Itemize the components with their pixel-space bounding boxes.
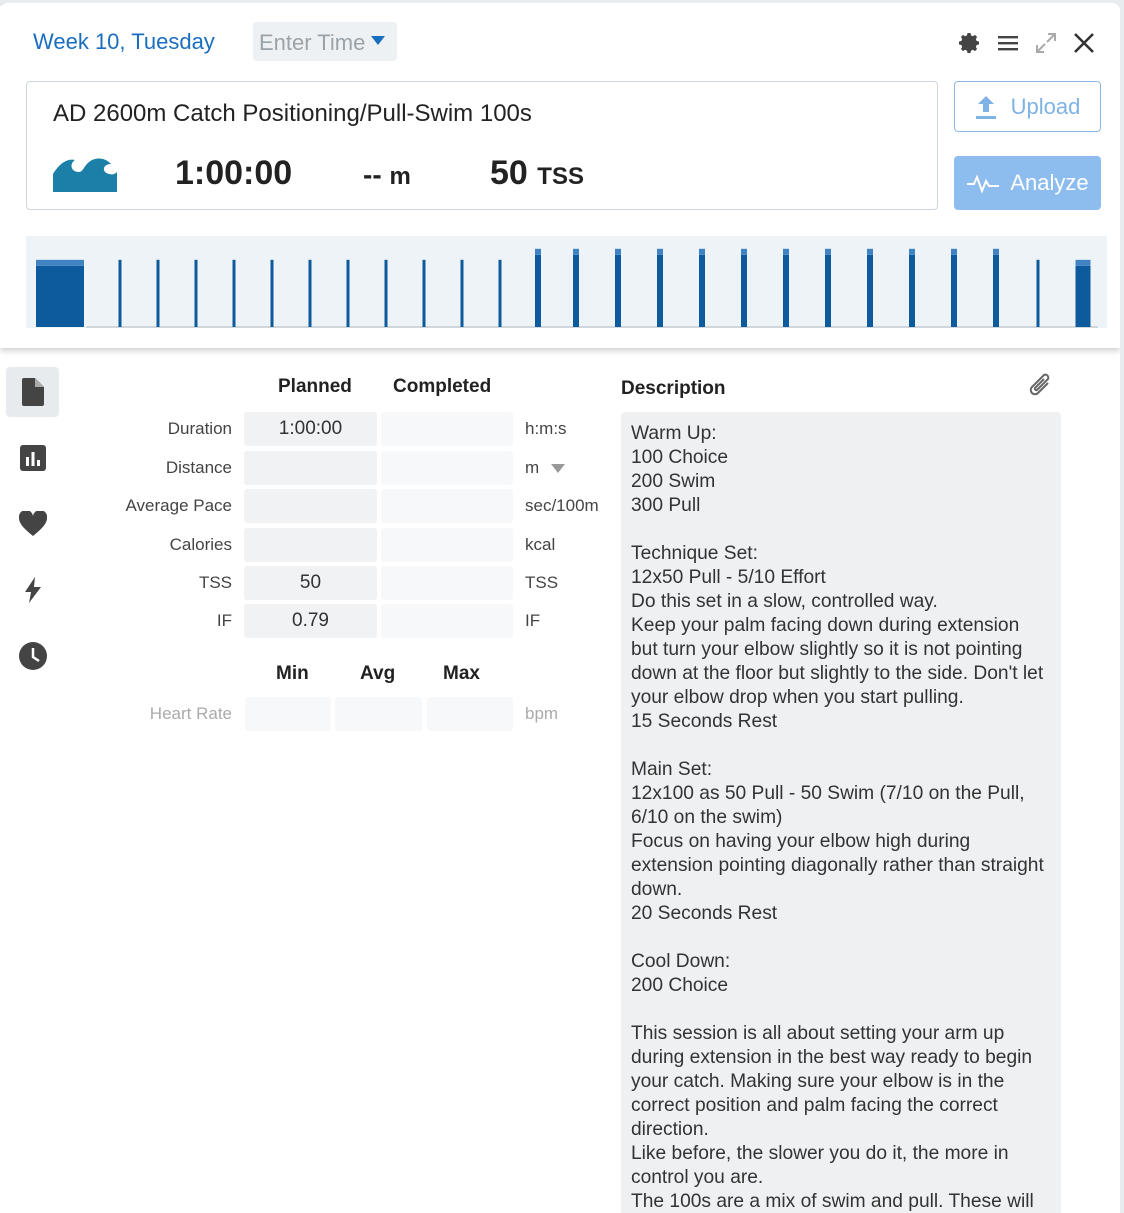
chart-bar	[385, 260, 388, 327]
chart-bar-cap	[615, 249, 621, 255]
caret-down-icon	[551, 464, 565, 473]
nav-heart-rate[interactable]	[6, 499, 59, 549]
field-label: IF	[216, 611, 232, 630]
unit-text: TSS	[525, 573, 559, 592]
max-column-header: Max	[443, 663, 480, 684]
bar-chart-icon	[20, 445, 46, 471]
hr-unit: bpm	[525, 704, 559, 723]
completed-field[interactable]	[381, 451, 513, 485]
chart-bar-cap	[699, 249, 705, 255]
field-label: TSS	[198, 573, 232, 592]
completed-field[interactable]	[381, 604, 513, 638]
date-label[interactable]: Week 10, Tuesday	[33, 29, 215, 54]
close-icon[interactable]	[1072, 31, 1096, 55]
hr-max-field[interactable]	[427, 697, 513, 731]
chart-bar	[461, 260, 464, 327]
header-actions	[958, 31, 1096, 55]
chart-bar-cap	[867, 249, 873, 255]
chart-bar-cap	[951, 249, 957, 255]
pulse-icon	[966, 173, 1000, 193]
unit-label	[525, 419, 567, 439]
caret-down-icon	[371, 36, 385, 45]
file-icon	[22, 378, 44, 406]
field-label: Average Pace	[125, 496, 232, 515]
field-label: Duration	[167, 419, 232, 438]
chart-bar	[195, 260, 198, 327]
heart-icon	[19, 511, 47, 537]
planned-field[interactable]: 1:00:00	[244, 412, 377, 446]
chart-bar-cap	[783, 249, 789, 255]
gear-icon[interactable]	[958, 31, 982, 55]
analyze-button[interactable]	[954, 156, 1101, 210]
distance-unit: m	[389, 163, 411, 190]
hr-min-field[interactable]	[245, 697, 331, 731]
tss-unit: TSS	[537, 163, 584, 190]
planned-field[interactable]	[244, 528, 377, 562]
unit-label	[525, 535, 555, 555]
chart-bar	[573, 255, 579, 327]
chart-bar	[615, 255, 621, 327]
chart-bar	[347, 260, 350, 327]
chart-bar-cap	[741, 249, 747, 255]
chart-bar-cap	[993, 249, 999, 255]
chart-bar	[867, 255, 873, 327]
field-label: Distance	[165, 458, 232, 477]
chart-bar	[1037, 260, 1040, 327]
workout-modal	[0, 3, 1120, 1213]
completed-field[interactable]	[381, 412, 513, 446]
expand-icon[interactable]	[1034, 31, 1058, 55]
chart-bar-cap	[657, 249, 663, 255]
unit-text: sec/100m	[525, 496, 599, 515]
planned-field[interactable]: 0.79	[244, 604, 377, 638]
unit-text: kcal	[525, 535, 556, 554]
workout-summary	[26, 81, 938, 210]
workout-title[interactable]: AD 2600m Catch Positioning/Pull-Swim 100s	[53, 100, 532, 127]
workout-structure-chart[interactable]	[26, 236, 1107, 328]
planned-column-header: Planned	[278, 376, 352, 397]
chart-bar-cap	[909, 249, 915, 255]
chart-bar	[271, 260, 274, 327]
upload-label: Upload	[1010, 93, 1081, 119]
unit-text: m	[525, 458, 540, 477]
planned-field[interactable]	[244, 451, 377, 485]
planned-field[interactable]	[244, 489, 377, 523]
chart-svg	[26, 236, 1107, 328]
paperclip-icon[interactable]	[1028, 371, 1054, 406]
chart-bar	[423, 260, 426, 327]
workout-header	[0, 3, 1120, 348]
hr-avg-field[interactable]	[335, 697, 422, 731]
chart-bar-cap	[1076, 260, 1091, 266]
distance-value	[363, 159, 411, 191]
chart-bar	[535, 255, 541, 327]
chart-bar-cap	[36, 260, 84, 266]
unit-text: h:m:s	[525, 419, 567, 438]
nav-summary[interactable]	[6, 367, 59, 417]
chart-bar	[699, 255, 705, 327]
side-nav	[6, 367, 60, 697]
min-column-header: Min	[276, 663, 309, 684]
field-label: Calories	[169, 535, 232, 554]
completed-field[interactable]	[381, 528, 513, 562]
chart-bar	[119, 260, 122, 327]
upload-button[interactable]	[954, 81, 1101, 132]
chart-bar-cap	[825, 249, 831, 255]
nav-time[interactable]	[6, 631, 59, 681]
time-placeholder: Enter Time	[259, 30, 366, 55]
chart-bar-cap	[535, 249, 541, 255]
chart-bar	[825, 255, 831, 327]
chart-bar	[741, 255, 747, 327]
chart-bar	[951, 255, 957, 327]
chart-bar	[993, 255, 999, 327]
description-text[interactable]: Warm Up: 100 Choice 200 Swim 300 Pull Technique Set: 12x50 Pull - 5/10 Effort Do this set in a slow, controlled way. Keep your palm facing down during extension but turn your elbow slightly so it is not pointing down at the floor but slightly to the side. Don't let your elbow drop when you start pulling. 15 Seconds Rest Main Set: 12x100 as 50 Pull - 50 Swim (7/10 on the Pull, 6/10 on the swim) Focus on having your elbow high during extension pointing diagonally rather than straight down. 20 Seconds Rest Cool Down: 200 Choice This session is all about setting your arm up during extension in the best way ready to begin your catch. Making sure your elbow is in the correct position and palm facing the correct direction. Like before, the slower you do it, the more in control you are. The 100s are a mix of swim and pull. These will	[621, 412, 1061, 1213]
nav-power[interactable]	[6, 565, 59, 615]
duration-value: 1:00:00	[175, 154, 293, 192]
unit-label	[525, 611, 540, 631]
completed-field[interactable]	[381, 489, 513, 523]
planned-field[interactable]: 50	[244, 566, 377, 600]
chart-bar	[909, 255, 915, 327]
description-heading: Description	[621, 378, 726, 399]
tss-value	[490, 154, 584, 193]
completed-field[interactable]	[381, 566, 513, 600]
chart-bar	[783, 255, 789, 327]
unit-label	[525, 496, 599, 516]
lightning-icon	[25, 577, 41, 603]
upload-icon	[975, 94, 997, 120]
menu-icon[interactable]	[996, 31, 1020, 55]
chart-bar	[309, 260, 312, 327]
time-dropdown[interactable]	[253, 22, 397, 61]
chart-bar	[657, 255, 663, 327]
distance-number: --	[363, 159, 382, 190]
unit-label[interactable]	[525, 458, 565, 478]
swim-wave-icon	[53, 152, 117, 197]
clock-icon	[19, 642, 47, 670]
chart-bar	[1076, 266, 1091, 327]
heart-rate-label: Heart Rate	[149, 704, 232, 723]
chart-bar	[157, 260, 160, 327]
tss-number: 50	[490, 154, 528, 192]
chart-bar-cap	[573, 249, 579, 255]
chart-bar	[36, 266, 84, 327]
analyze-label: Analyze	[1010, 170, 1089, 195]
chart-bar	[233, 260, 236, 327]
completed-column-header: Completed	[393, 376, 492, 397]
unit-label	[525, 573, 558, 593]
avg-column-header: Avg	[360, 663, 396, 684]
unit-text: IF	[525, 611, 541, 630]
chart-bar	[499, 260, 502, 327]
nav-analysis[interactable]	[6, 433, 59, 483]
